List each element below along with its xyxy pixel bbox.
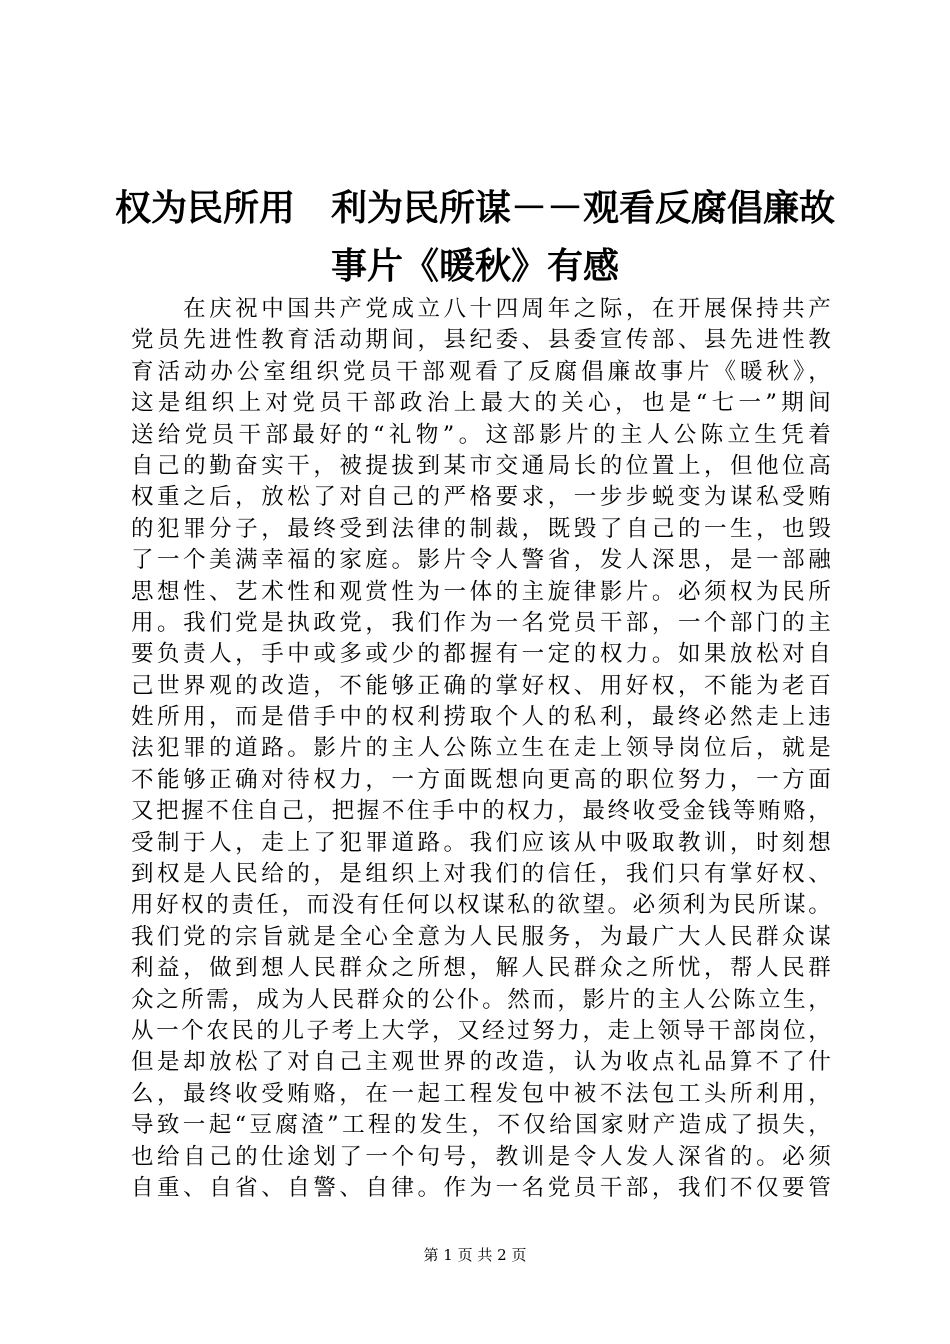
body-line: 也给自己的仕途划了一个句号，教训是令人发人深省的。必须 — [131, 1143, 831, 1170]
body-line: 到权是人民给的，是组织上对我们的信任，我们只有掌好权、 — [131, 861, 831, 888]
body-line: 权重之后，放松了对自己的严格要求，一步步蜕变为谋私受贿 — [131, 484, 831, 511]
body-line: 育活动办公室组织党员干部观看了反腐倡廉故事片《暖秋》， — [131, 358, 831, 385]
body-line: 不能够正确对待权力，一方面既想向更高的职位努力，一方面 — [131, 766, 831, 793]
body-line: 么，最终收受贿赂，在一起工程发包中被不法包工头所利用， — [131, 1080, 831, 1107]
document-title-line-2: 事片《暖秋》有感 — [330, 245, 619, 287]
body-line: 从一个农民的儿子考上大学，又经过努力，走上领导干部岗位， — [131, 1017, 831, 1044]
body-line: 思想性、艺术性和观赏性为一体的主旋律影片。必须权为民所 — [131, 578, 831, 605]
body-line: 我们党的宗旨就是全心全意为人民服务，为最广大人民群众谋 — [131, 923, 831, 950]
body-line: 己世界观的改造，不能够正确的掌好权、用好权，不能为老百 — [131, 672, 831, 699]
body-line: 这是组织上对党员干部政治上最大的关心，也是“七一”期间 — [131, 390, 831, 417]
document-body — [131, 294, 831, 1204]
body-line: 了一个美满幸福的家庭。影片令人警省，发人深思，是一部融 — [131, 547, 831, 574]
body-line: 用好权的责任，而没有任何以权谋私的欲望。必须利为民所谋。 — [131, 892, 831, 919]
page-footer: 第 1 页 共 2 页 — [423, 1246, 527, 1264]
body-line: 受制于人，走上了犯罪道路。我们应该从中吸取教训，时刻想 — [131, 829, 831, 856]
body-line: 法犯罪的道路。影片的主人公陈立生在走上领导岗位后，就是 — [131, 735, 831, 762]
body-line: 姓所用，而是借手中的权利捞取个人的私利，最终必然走上违 — [131, 704, 831, 731]
body-line: 送给党员干部最好的“礼物”。这部影片的主人公陈立生凭着 — [131, 421, 831, 448]
body-line: 用。我们党是执政党，我们作为一名党员干部，一个部门的主 — [131, 609, 831, 636]
body-line: 党员先进性教育活动期间，县纪委、县委宣传部、县先进性教 — [131, 327, 831, 354]
body-line: 导致一起“豆腐渣”工程的发生，不仅给国家财产造成了损失， — [131, 1112, 831, 1139]
body-line: 要负责人，手中或多或少的都握有一定的权力。如果放松对自 — [131, 641, 831, 668]
body-line: 又把握不住自己，把握不住手中的权力，最终收受金钱等贿赂， — [131, 798, 831, 825]
body-line: 自重、自省、自警、自律。作为一名党员干部，我们不仅要管 — [131, 1174, 831, 1201]
body-line: 众之所需，成为人民群众的公仆。然而，影片的主人公陈立生， — [131, 986, 831, 1013]
body-line: 自己的勤奋实干，被提拔到某市交通局长的位置上，但他位高 — [131, 452, 831, 479]
body-line: 的犯罪分子，最终受到法律的制裁，既毁了自己的一生，也毁 — [131, 515, 831, 542]
body-line: 利益，做到想人民群众之所想，解人民群众之所忧，帮人民群 — [131, 955, 831, 982]
body-line: 但是却放松了对自己主观世界的改造，认为收点礼品算不了什 — [131, 1049, 831, 1076]
body-line: 在庆祝中国共产党成立八十四周年之际，在开展保持共产 — [131, 296, 831, 322]
document-title-line-1: 权为民所用 利为民所谋－－观看反腐倡廉故 — [114, 187, 835, 229]
